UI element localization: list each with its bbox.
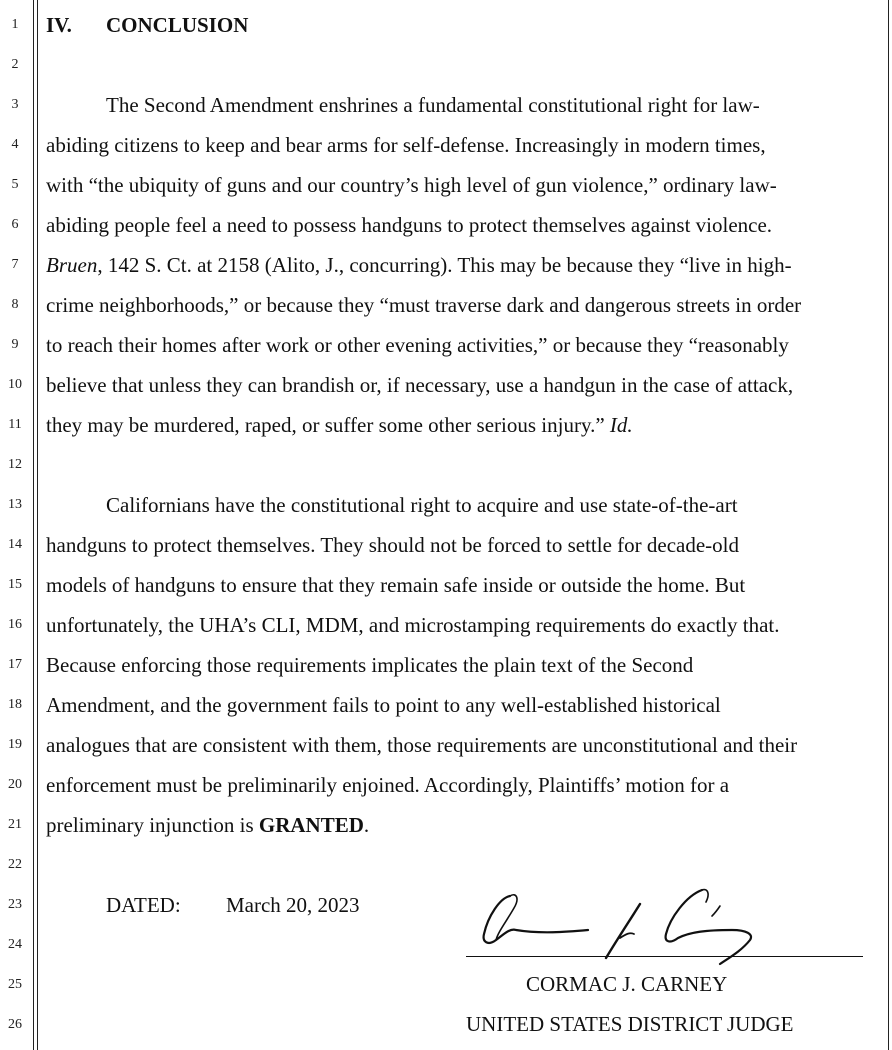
paragraph-text: preliminary injunction is [46, 813, 259, 837]
paragraph-line: Amendment, and the government fails to point to any well-established historical [46, 693, 721, 717]
paragraph-line: The Second Amendment enshrines a fundamental constitutional right for law- [106, 93, 760, 117]
line-number: 23 [8, 897, 22, 912]
line-number: 22 [8, 857, 22, 872]
paragraph-line [46, 810, 369, 840]
line-number: 10 [8, 377, 22, 392]
line-number: 24 [8, 937, 22, 952]
line-number: 17 [8, 657, 22, 672]
paragraph-line: unfortunately, the UHA’s CLI, MDM, and microstamping requirements do exactly that. [46, 613, 780, 637]
paragraph-line [46, 250, 792, 280]
line-number: 9 [11, 337, 19, 352]
paragraph-line: handguns to protect themselves. They should not be forced to settle for decade-old [46, 533, 739, 557]
line-number: 21 [8, 817, 22, 832]
section-title: CONCLUSION [106, 13, 249, 37]
line-number: 1 [11, 17, 19, 32]
judge-name: CORMAC J. CARNEY [526, 972, 728, 996]
line-number: 25 [8, 977, 22, 992]
line-number: 2 [11, 57, 19, 72]
judge-title: UNITED STATES DISTRICT JUDGE [466, 1012, 794, 1036]
paragraph-line: models of handguns to ensure that they remain safe inside or outside the home. But [46, 573, 746, 597]
line-number: 19 [8, 737, 22, 752]
line-number: 16 [8, 617, 22, 632]
paragraph-line: abiding people feel a need to possess handguns to protect themselves against violence. [46, 213, 773, 237]
paragraph-line: enforcement must be preliminarily enjoined. Accordingly, Plaintiffs’ motion for a [46, 773, 730, 797]
line-number: 18 [8, 697, 22, 712]
right-margin-rule [888, 0, 889, 1050]
section-heading [46, 10, 248, 40]
line-number: 15 [8, 577, 22, 592]
line-number: 13 [8, 497, 22, 512]
section-number: IV. [46, 13, 72, 37]
paragraph-text: . [363, 813, 370, 837]
dated-label: DATED: [106, 893, 181, 917]
paragraph-line: believe that unless they can brandish or, if necessary, use a handgun in the case of attack, [46, 373, 794, 397]
signature-line [466, 956, 863, 957]
line-number: 11 [8, 417, 22, 432]
paragraph-line: abiding citizens to keep and bear arms for self-defense. Increasingly in modern times, [46, 133, 766, 157]
paragraph-text: , 142 S. Ct. at 2158 (Alito, J., concurring). This may be because they “live in high- [97, 253, 792, 277]
paragraph-line: to reach their homes after work or other evening activities,” or because they “reasonably [46, 333, 789, 357]
judge-signature [470, 876, 790, 966]
paragraph-line: with “the ubiquity of guns and our country’s high level of gun violence,” ordinary law- [46, 173, 777, 197]
line-number: 3 [11, 97, 19, 112]
line-number: 14 [8, 537, 22, 552]
line-number: 12 [8, 457, 22, 472]
margin-rule [33, 0, 34, 1050]
margin-rule [37, 0, 38, 1050]
line-number: 7 [11, 257, 19, 272]
line-number: 8 [11, 297, 19, 312]
line-number: 4 [11, 137, 19, 152]
ruling-word: GRANTED [258, 813, 364, 837]
paragraph-line [46, 410, 633, 440]
line-number: 26 [8, 1017, 22, 1032]
paragraph-line: analogues that are consistent with them, those requirements are unconstitutional and their [46, 733, 798, 757]
paragraph-line: crime neighborhoods,” or because they “must traverse dark and dangerous streets in order [46, 293, 802, 317]
paragraph-line: Because enforcing those requirements implicates the plain text of the Second [46, 653, 694, 677]
case-citation: Bruen [46, 253, 98, 277]
dated-value: March 20, 2023 [226, 893, 360, 917]
paragraph-text: they may be murdered, raped, or suffer some other serious injury.” [46, 413, 610, 437]
id-citation: Id. [609, 413, 633, 437]
paragraph-line: Californians have the constitutional right to acquire and use state-of-the-art [106, 493, 738, 517]
line-number-column [0, 0, 32, 1050]
line-number: 6 [11, 217, 19, 232]
dated-line [46, 890, 360, 920]
line-number: 20 [8, 777, 22, 792]
line-number: 5 [11, 177, 19, 192]
